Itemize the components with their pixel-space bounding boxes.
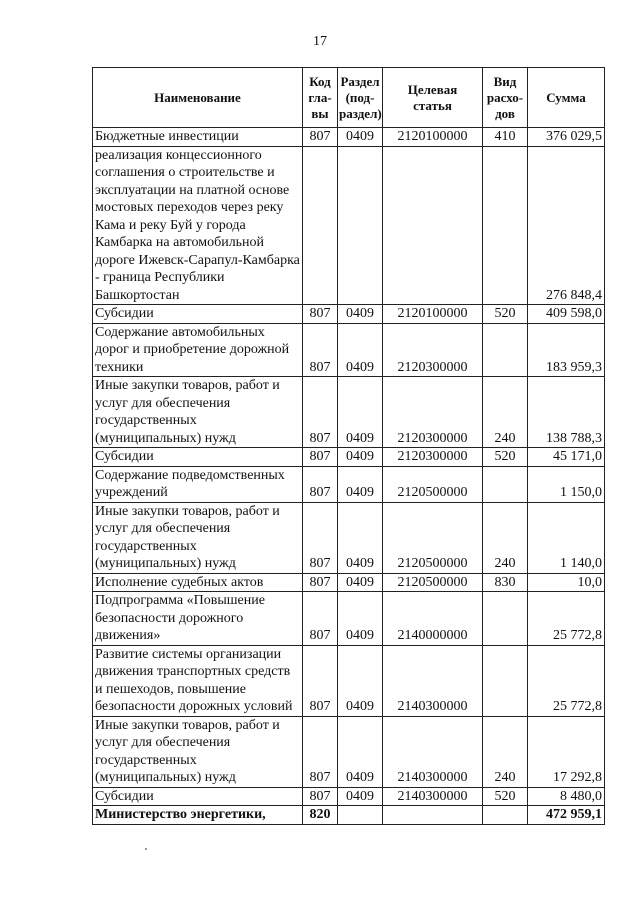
row-amount: 1 140,0 <box>528 502 605 573</box>
row-chapter-code: 807 <box>303 645 338 716</box>
row-amount: 376 029,5 <box>528 128 605 147</box>
row-target-article: 2120500000 <box>383 573 483 592</box>
table-row <box>93 645 605 716</box>
page-number: 17 <box>313 34 327 49</box>
table-row <box>93 323 605 377</box>
row-section: 0409 <box>338 323 383 377</box>
header-target-article <box>383 68 483 128</box>
table-row <box>93 305 605 324</box>
header-chapter-code-line: Код <box>309 73 331 89</box>
row-amount: 183 959,3 <box>528 323 605 377</box>
row-expense-type <box>483 645 528 716</box>
row-expense-type <box>483 466 528 502</box>
row-amount: 10,0 <box>528 573 605 592</box>
row-section: 0409 <box>338 787 383 806</box>
row-target-article: 2120300000 <box>383 323 483 377</box>
row-target-article: 2120300000 <box>383 448 483 467</box>
table-row <box>93 448 605 467</box>
header-section <box>338 68 383 128</box>
row-expense-type: 520 <box>483 787 528 806</box>
row-name: Содержание подведомственных учреждений <box>93 466 303 502</box>
table-row <box>93 502 605 573</box>
row-expense-type: 520 <box>483 448 528 467</box>
header-chapter-code-line: вы <box>311 105 329 121</box>
header-chapter-code <box>303 68 338 128</box>
row-expense-type: 240 <box>483 502 528 573</box>
table-row <box>93 377 605 448</box>
row-amount: 138 788,3 <box>528 377 605 448</box>
row-name: Подпрограмма «Повышение безопасности дорожного движения» <box>93 592 303 646</box>
scan-speck <box>145 848 147 850</box>
row-target-article: 2120500000 <box>383 466 483 502</box>
row-expense-type <box>483 146 528 305</box>
table-header-row <box>93 68 605 128</box>
row-name: Иные закупки товаров, работ и услуг для обеспечения государственных (муниципальных) нужд <box>93 502 303 573</box>
row-name: Субсидии <box>93 448 303 467</box>
header-section-line: (под- <box>345 89 375 105</box>
row-name: Иные закупки товаров, работ и услуг для обеспечения государственных (муниципальных) нужд <box>93 377 303 448</box>
row-amount: 1 150,0 <box>528 466 605 502</box>
row-section: 0409 <box>338 448 383 467</box>
row-expense-type <box>483 592 528 646</box>
row-target-article: 2120100000 <box>383 128 483 147</box>
header-section-line: Раздел <box>340 73 380 89</box>
row-section: 0409 <box>338 502 383 573</box>
header-amount: Сумма <box>528 68 605 128</box>
row-expense-type: 240 <box>483 377 528 448</box>
row-expense-type: 520 <box>483 305 528 324</box>
header-name: Наименование <box>93 68 303 128</box>
row-target-article: 2120100000 <box>383 305 483 324</box>
row-target-article: 2140300000 <box>383 645 483 716</box>
table-row <box>93 787 605 806</box>
total-expense-type <box>483 806 528 825</box>
row-chapter-code: 807 <box>303 448 338 467</box>
row-name: Содержание автомобильных дорог и приобретение дорожной техники <box>93 323 303 377</box>
row-target-article: 2140000000 <box>383 592 483 646</box>
total-chapter-code: 820 <box>303 806 338 825</box>
row-amount: 276 848,4 <box>528 146 605 305</box>
row-chapter-code: 807 <box>303 716 338 787</box>
row-target-article: 2120500000 <box>383 502 483 573</box>
row-chapter-code: 807 <box>303 787 338 806</box>
row-chapter-code: 807 <box>303 128 338 147</box>
row-chapter-code: 807 <box>303 573 338 592</box>
row-expense-type <box>483 323 528 377</box>
row-target-article: 2140300000 <box>383 716 483 787</box>
row-amount: 8 480,0 <box>528 787 605 806</box>
row-target-article <box>383 146 483 305</box>
row-amount: 45 171,0 <box>528 448 605 467</box>
row-chapter-code: 807 <box>303 323 338 377</box>
row-name: Субсидии <box>93 787 303 806</box>
row-section: 0409 <box>338 377 383 448</box>
header-section-line: раздел) <box>339 105 382 121</box>
row-expense-type: 830 <box>483 573 528 592</box>
header-expense-type-line: дов <box>495 105 515 121</box>
header-expense-type-line: Вид <box>493 73 517 89</box>
header-expense-type <box>483 68 528 128</box>
row-section: 0409 <box>338 128 383 147</box>
row-target-article: 2120300000 <box>383 377 483 448</box>
row-name: реализация концессионного соглашения о строительстве и эксплуатации на платной основе мостовых переходов через реку Кама и реку Буй у города Камбарка на автомобильной дороге Ижевск-Сарапул-Камбарка - граница Республики Башкортостан <box>93 146 303 305</box>
header-expense-type-line: расхо- <box>486 89 524 105</box>
row-section: 0409 <box>338 305 383 324</box>
total-name: Министерство энергетики, <box>93 806 303 825</box>
table-row <box>93 592 605 646</box>
table-total-row <box>93 806 605 825</box>
header-target-article-line: статья <box>413 97 452 113</box>
budget-table <box>92 67 605 825</box>
row-chapter-code: 807 <box>303 592 338 646</box>
row-chapter-code <box>303 146 338 305</box>
header-chapter-code-line: гла- <box>308 89 332 105</box>
table-row <box>93 466 605 502</box>
row-expense-type: 410 <box>483 128 528 147</box>
table-row <box>93 128 605 147</box>
row-section: 0409 <box>338 466 383 502</box>
total-target-article <box>383 806 483 825</box>
row-name: Субсидии <box>93 305 303 324</box>
row-amount: 409 598,0 <box>528 305 605 324</box>
row-name: Исполнение судебных актов <box>93 573 303 592</box>
row-name: Развитие системы организации движения транспортных средств и пешеходов, повышение безопасности дорожных условий <box>93 645 303 716</box>
row-name: Бюджетные инвестиции <box>93 128 303 147</box>
row-section: 0409 <box>338 573 383 592</box>
row-chapter-code: 807 <box>303 377 338 448</box>
row-expense-type: 240 <box>483 716 528 787</box>
table-row <box>93 573 605 592</box>
row-chapter-code: 807 <box>303 305 338 324</box>
row-section <box>338 146 383 305</box>
total-section <box>338 806 383 825</box>
row-amount: 17 292,8 <box>528 716 605 787</box>
row-target-article: 2140300000 <box>383 787 483 806</box>
row-chapter-code: 807 <box>303 466 338 502</box>
header-target-article-line: Целевая <box>407 81 458 97</box>
row-section: 0409 <box>338 716 383 787</box>
total-amount: 472 959,1 <box>528 806 605 825</box>
row-section: 0409 <box>338 592 383 646</box>
table-row <box>93 716 605 787</box>
table-row <box>93 146 605 305</box>
row-amount: 25 772,8 <box>528 592 605 646</box>
row-chapter-code: 807 <box>303 502 338 573</box>
row-name: Иные закупки товаров, работ и услуг для обеспечения государственных (муниципальных) нужд <box>93 716 303 787</box>
row-amount: 25 772,8 <box>528 645 605 716</box>
row-section: 0409 <box>338 645 383 716</box>
